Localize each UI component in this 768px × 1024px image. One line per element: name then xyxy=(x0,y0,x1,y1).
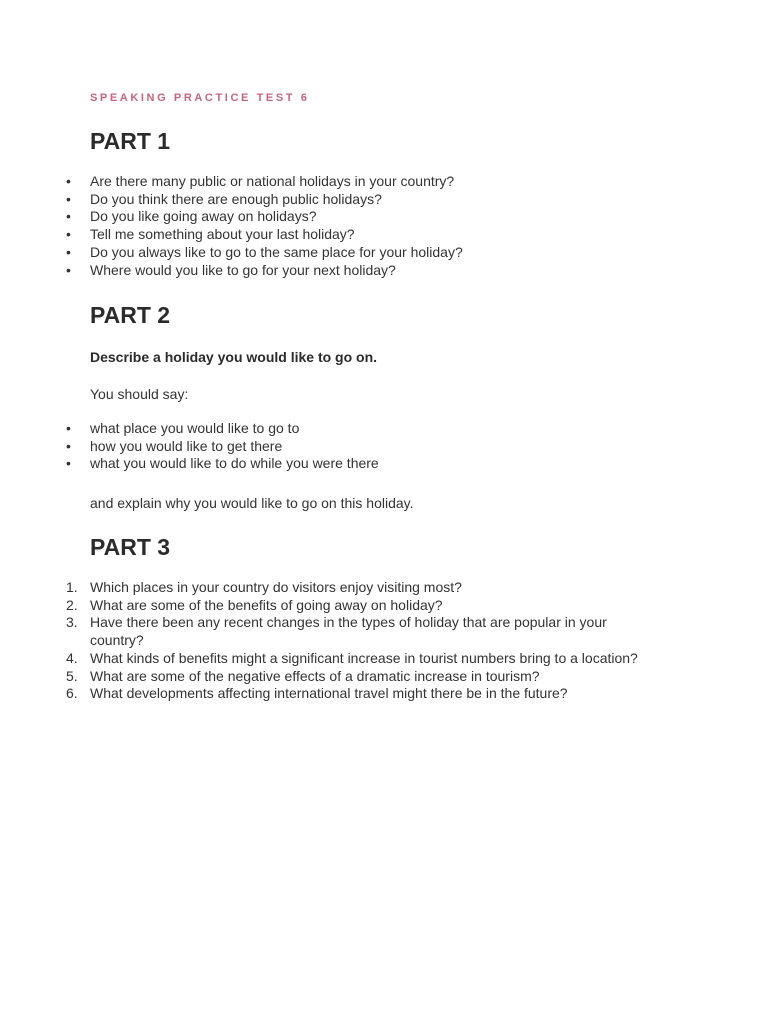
list-item: • what you would like to do while you were there xyxy=(66,455,379,472)
bullet-marker: • xyxy=(66,437,71,454)
test-kicker-title: SPEAKING PRACTICE TEST 6 xyxy=(90,92,310,104)
part-3-heading: PART 3 xyxy=(90,534,171,560)
list-item: 6. What developments affecting international travel might there be in the future? xyxy=(66,685,568,702)
list-number: 4. xyxy=(66,649,78,666)
list-item: • Where would you like to go for your next holiday? xyxy=(66,261,396,278)
part-2-points-list xyxy=(0,420,700,473)
list-number: 1. xyxy=(66,579,78,595)
list-item: • what place you would like to go to xyxy=(66,420,300,436)
list-number: 6. xyxy=(66,685,78,702)
list-item: • Do you always like to go to the same place for your holiday? xyxy=(66,243,463,260)
list-item: • Do you like going away on holidays? xyxy=(66,208,317,225)
part-3-question-list xyxy=(0,579,700,703)
list-item: • Are there many public or national holidays in your country? xyxy=(66,173,455,189)
part-2-task: Describe a holiday you would like to go on. xyxy=(90,349,378,365)
list-item: 3. Have there been any recent changes in the types of holiday that are popular in your country? xyxy=(66,614,607,649)
part-1-heading: PART 1 xyxy=(90,128,171,154)
bullet-marker: • xyxy=(66,420,71,436)
list-item: 4. What kinds of benefits might a significant increase in tourist numbers bring to a location? xyxy=(66,649,638,666)
list-item: • how you would like to get there xyxy=(66,437,283,454)
list-item: • Do you think there are enough public holidays? xyxy=(66,190,382,207)
list-item: 1. Which places in your country do visitors enjoy visiting most? xyxy=(66,579,462,595)
bullet-marker: • xyxy=(66,173,71,189)
bullet-marker: • xyxy=(66,261,71,278)
part-1-question-list xyxy=(0,173,700,279)
bullet-marker: • xyxy=(66,243,71,260)
list-item: 5. What are some of the negative effects of a dramatic increase in tourism? xyxy=(66,667,540,684)
list-item: • Tell me something about your last holiday? xyxy=(66,226,355,243)
part-2-closing: and explain why you would like to go on this holiday. xyxy=(90,495,414,511)
list-number: 3. xyxy=(66,614,78,631)
list-number: 2. xyxy=(66,596,78,613)
part-2-heading: PART 2 xyxy=(90,302,171,328)
bullet-marker: • xyxy=(66,190,71,207)
list-number: 5. xyxy=(66,667,78,684)
bullet-marker: • xyxy=(66,455,71,472)
part-2-intro: You should say: xyxy=(90,386,189,402)
list-item: 2. What are some of the benefits of going away on holiday? xyxy=(66,596,443,613)
bullet-marker: • xyxy=(66,208,71,225)
bullet-marker: • xyxy=(66,226,71,243)
